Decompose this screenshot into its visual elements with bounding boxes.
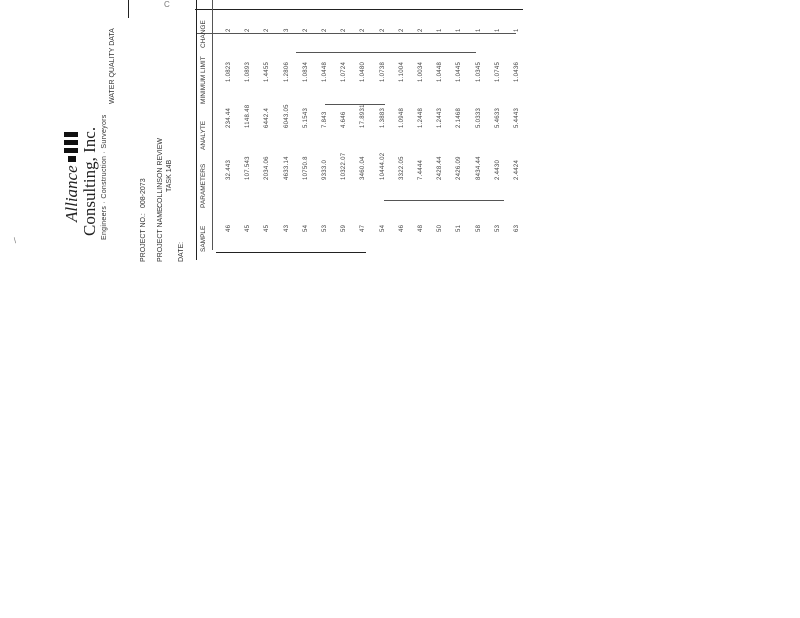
table-cell: 1.0724 xyxy=(341,61,348,82)
table-cell: 2.4424 xyxy=(514,159,520,180)
company-tagline: Engineers · Construction · Surveyors xyxy=(101,114,108,240)
table-cell: 43 xyxy=(283,224,290,232)
column-header: ANALYTE xyxy=(200,120,207,150)
company-name-line1: Alliance xyxy=(62,165,81,222)
table-cell: 1.0738 xyxy=(379,61,386,82)
table-cell: 3460.04 xyxy=(360,156,367,180)
table-cell: 53 xyxy=(494,224,501,232)
company-name-line2: Consulting, Inc. xyxy=(80,126,99,236)
table-cell: 51 xyxy=(456,224,463,232)
table-cell: 1.2448 xyxy=(418,107,424,128)
table-cell: 2034.06 xyxy=(264,156,271,180)
table-cell: 107.543 xyxy=(245,156,252,180)
table-cell: 5.1543 xyxy=(302,107,309,128)
alliance-logo-icon xyxy=(62,130,80,164)
table-cell: 6043.05 xyxy=(283,104,290,128)
table-cell: 5.4633 xyxy=(494,107,501,128)
table-cell: 1.0448 xyxy=(437,61,444,82)
table-cell: 46 xyxy=(398,224,405,232)
page-margin-mark: / xyxy=(11,236,19,245)
project-no-value: 008-2073 xyxy=(140,178,147,208)
table-cell: 54 xyxy=(379,224,386,232)
table-cell: 2426.09 xyxy=(456,156,463,180)
table-cell: 1.0745 xyxy=(494,61,501,82)
table-cell: 1148.48 xyxy=(245,104,252,128)
table-cell: 5.4443 xyxy=(514,107,520,128)
table-cell: 63 xyxy=(514,224,520,232)
column-header: SAMPLE xyxy=(200,225,207,252)
table-cell: 17.8931 xyxy=(360,104,367,128)
table-cell: 2 xyxy=(418,28,424,32)
table-cell: 2 xyxy=(360,28,367,32)
table-cell: 1.4455 xyxy=(264,61,271,82)
table-cell: 2.1468 xyxy=(456,107,463,128)
table-header-divider xyxy=(212,0,213,250)
table-cell: 2 xyxy=(226,28,232,32)
table-cell: 2 xyxy=(322,28,328,32)
table-mid-rule-2 xyxy=(325,104,385,105)
table-cell: 10750.8 xyxy=(302,156,309,180)
column-header: CHANGE xyxy=(200,20,207,48)
table-cell: 32.443 xyxy=(226,159,232,180)
table-cell: 4633.14 xyxy=(283,156,290,180)
table-cell: 9333.0 xyxy=(322,159,328,180)
table-cell: 1.0436 xyxy=(514,61,520,82)
table-cell: 2 xyxy=(379,28,386,32)
table-cell: 2 xyxy=(341,28,348,32)
project-name-value2: TASK 14B xyxy=(166,159,173,192)
table-cell: 50 xyxy=(437,224,444,232)
table-cell: 1.0034 xyxy=(418,61,424,82)
table-cell: 3 xyxy=(283,28,290,32)
table-cell: 47 xyxy=(360,224,367,232)
table-cell: 48 xyxy=(418,224,424,232)
table-cell: 1.0445 xyxy=(456,61,463,82)
project-name-value: COLLINSON REVIEW xyxy=(157,137,164,208)
table-cell: 58 xyxy=(475,224,482,232)
table-cell: 59 xyxy=(341,224,348,232)
table-cell: 45 xyxy=(245,224,252,232)
table-cell: 1.0448 xyxy=(322,61,328,82)
table-cell: 1.1004 xyxy=(398,61,405,82)
table-left-border xyxy=(196,0,197,260)
table-cell: 10322.07 xyxy=(341,152,348,180)
table-cell: 2428.44 xyxy=(437,156,444,180)
table-cell: 8434.44 xyxy=(475,156,482,180)
table-cell: 1.2443 xyxy=(437,107,444,128)
table-cell: 1.2806 xyxy=(283,61,290,82)
table-cell: 1.0345 xyxy=(475,61,482,82)
table-cell: 4.646 xyxy=(341,111,348,128)
table-cell: 1.0893 xyxy=(245,61,252,82)
table-cell: 2 xyxy=(245,28,252,32)
table-cell: 1 xyxy=(437,28,444,32)
table-cell: 3322.05 xyxy=(398,156,405,180)
table-cell: 2 xyxy=(302,28,309,32)
project-date-label: DATE: xyxy=(178,241,185,262)
table-cell: 1.0480 xyxy=(360,61,367,82)
table-cell: 7.4444 xyxy=(418,159,424,180)
table-cell: 7.843 xyxy=(322,111,328,128)
table-cell: 1 xyxy=(494,28,501,32)
project-name-label: PROJECT NAME: xyxy=(157,205,164,262)
table-mid-rule-1 xyxy=(296,52,476,53)
table-cell: 2 xyxy=(398,28,405,32)
table-cell: 1.3883 xyxy=(379,107,386,128)
table-top-border xyxy=(195,9,523,10)
table-mid-rule-3 xyxy=(384,200,504,201)
table-cell: 1.0834 xyxy=(302,61,309,82)
table-cell: 2 xyxy=(264,28,271,32)
table-cell: 1 xyxy=(456,28,463,32)
table-cell: 6442.4 xyxy=(264,107,271,128)
table-cell: 54 xyxy=(302,224,309,232)
report-title: WATER QUALITY DATA xyxy=(109,28,116,104)
table-cell: 53 xyxy=(322,224,328,232)
table-cell: 46 xyxy=(226,224,232,232)
column-header: MINIMUM LIMIT xyxy=(200,56,207,104)
table-cell: 10444.02 xyxy=(379,152,386,180)
table-cell: 1 xyxy=(514,28,520,32)
table-cell: 45 xyxy=(264,224,271,232)
page-top-rule xyxy=(128,0,129,18)
table-cell: 1 xyxy=(475,28,482,32)
table-bottom-rule xyxy=(216,252,366,253)
table-cell: 234.44 xyxy=(226,107,232,128)
table-cell: 1.0948 xyxy=(398,107,405,128)
project-no-label: PROJECT NO.: xyxy=(140,213,147,262)
table-cell: 1.0823 xyxy=(226,61,232,82)
table-cell: 5.0333 xyxy=(475,107,482,128)
column-header: PARAMETERS xyxy=(200,163,207,208)
table-cell: 2.4430 xyxy=(494,159,501,180)
table-header-divider-1 xyxy=(196,33,516,34)
page-corner-mark: C xyxy=(164,0,170,9)
